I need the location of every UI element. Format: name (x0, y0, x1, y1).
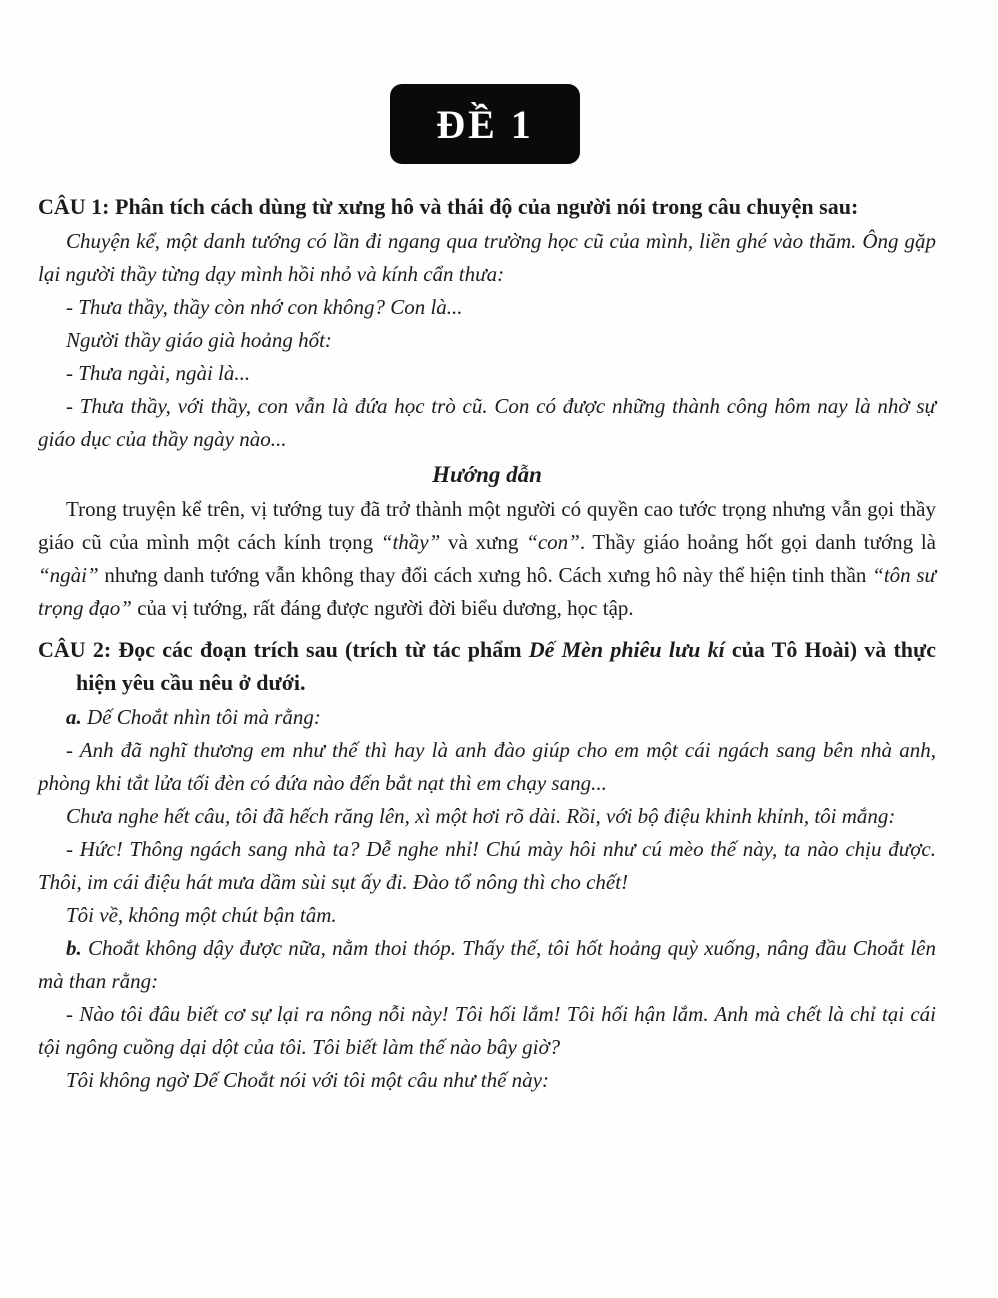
page-content (0, 164, 998, 1097)
story-paragraph: Chuyện kể, một danh tướng có lần đi ngang qua trường học cũ của mình, liền ghé vào thăm. Ông gặp lại người thầy từng dạy mình hồi nhỏ và kính cẩn thưa: (38, 229, 936, 286)
story-paragraph: Chưa nghe hết câu, tôi đã hếch răng lên, xì một hơi rõ dài. Rồi, với bộ điệu khinh khỉnh, tôi mắng: (66, 804, 896, 828)
story-paragraph: Tôi về, không một chút bận tâm. (66, 903, 337, 927)
story-paragraph: Người thầy giáo già hoảng hốt: (66, 328, 332, 352)
text-segment: Đọc các đoạn trích sau (trích từ tác phẩm (118, 637, 529, 662)
story-dialogue-line: - Thưa thầy, với thầy, con vẫn là đứa học trò cũ. Con có được những thành công hôm nay là nhờ sự giáo dục của thầy ngày nào... (38, 394, 936, 451)
part-a-label: a. (66, 705, 82, 729)
guide-title: Hướng dẫn (432, 462, 542, 487)
story-dialogue-line: - Thưa ngài, ngài là... (66, 361, 251, 385)
text-segment: “con” (526, 530, 580, 554)
text-segment: “tôn sư trọng đạo” (38, 563, 936, 620)
story-dialogue-line: - Nào tôi đâu biết cơ sự lại ra nông nỗi này! Tôi hối lắm! Tôi hối hận lắm. Anh mà chết là chỉ tại cái tội ngông cuồng dại dột của tôi. Tôi biết làm thế nào bây giờ? (38, 1002, 936, 1059)
part-a-intro-text: Dế Choắt nhìn tôi mà rằng: (87, 705, 321, 729)
text-segment: của Tô Hoài) và thực hiện yêu cầu nêu ở dưới. (76, 637, 936, 695)
text-segment: “ngài” (38, 563, 99, 587)
text-segment: nhưng danh tướng vẫn không thay đổi cách xưng hô. Cách xưng hô này thể hiện tinh thần (98, 563, 873, 587)
question-1-heading (38, 190, 936, 223)
story-dialogue-line: - Anh đã nghĩ thương em như thế thì hay là anh đào giúp cho em một cái ngách sang bên nhà anh, phòng khi tắt lửa tối đèn có đứa nào đến bắt nạt thì em chạy sang... (38, 738, 936, 795)
title-badge-label: ĐỀ 1 (436, 101, 534, 147)
story-dialogue-line: - Thưa thầy, thầy còn nhớ con không? Con là... (66, 295, 463, 319)
text-segment: Dế Mèn phiêu lưu kí (528, 637, 725, 662)
part-b-label: b. (66, 936, 82, 960)
text-segment: “thầy” (380, 530, 441, 554)
question-1-label: CÂU 1: (38, 194, 110, 219)
question-1-text: Phân tích cách dùng từ xưng hô và thái độ của người nói trong câu chuyện sau: (115, 194, 859, 219)
part-a-intro (38, 701, 936, 734)
text-segment: của vị tướng, rất đáng được người đời biểu dương, học tập. (131, 596, 634, 620)
question-2-label: CÂU 2: (38, 637, 112, 662)
story-paragraph: Tôi không ngờ Dế Choắt nói với tôi một câu như thế này: (66, 1068, 549, 1092)
text-segment: . Thầy giáo hoảng hốt gọi danh tướng là (579, 530, 936, 554)
text-segment: Trong truyện kể trên, vị tướng tuy đã trở thành một người có quyền cao tước trọng nhưng vẫn gọi thầy giáo cũ của mình một cách kính trọng (38, 497, 936, 554)
part-b-intro-text: Choắt không dậy được nữa, nằm thoi thóp. Thấy thế, tôi hốt hoảng quỳ xuống, nâng đầu Choắt lên mà than rằng: (38, 936, 936, 993)
question-2-text (76, 637, 936, 695)
question-2-heading (38, 633, 936, 699)
part-b-intro (38, 932, 936, 998)
title-badge (390, 84, 580, 164)
text-segment: và xưng (440, 530, 527, 554)
story-dialogue-line: - Hức! Thông ngách sang nhà ta? Dễ nghe nhỉ! Chú mày hôi như cú mèo thế này, ta nào chịu được. Thôi, im cái điệu hát mưa dầm sùi sụt ấy đi. Đào tổ nông thì cho chết! (38, 837, 936, 894)
guide-paragraph (38, 493, 936, 625)
